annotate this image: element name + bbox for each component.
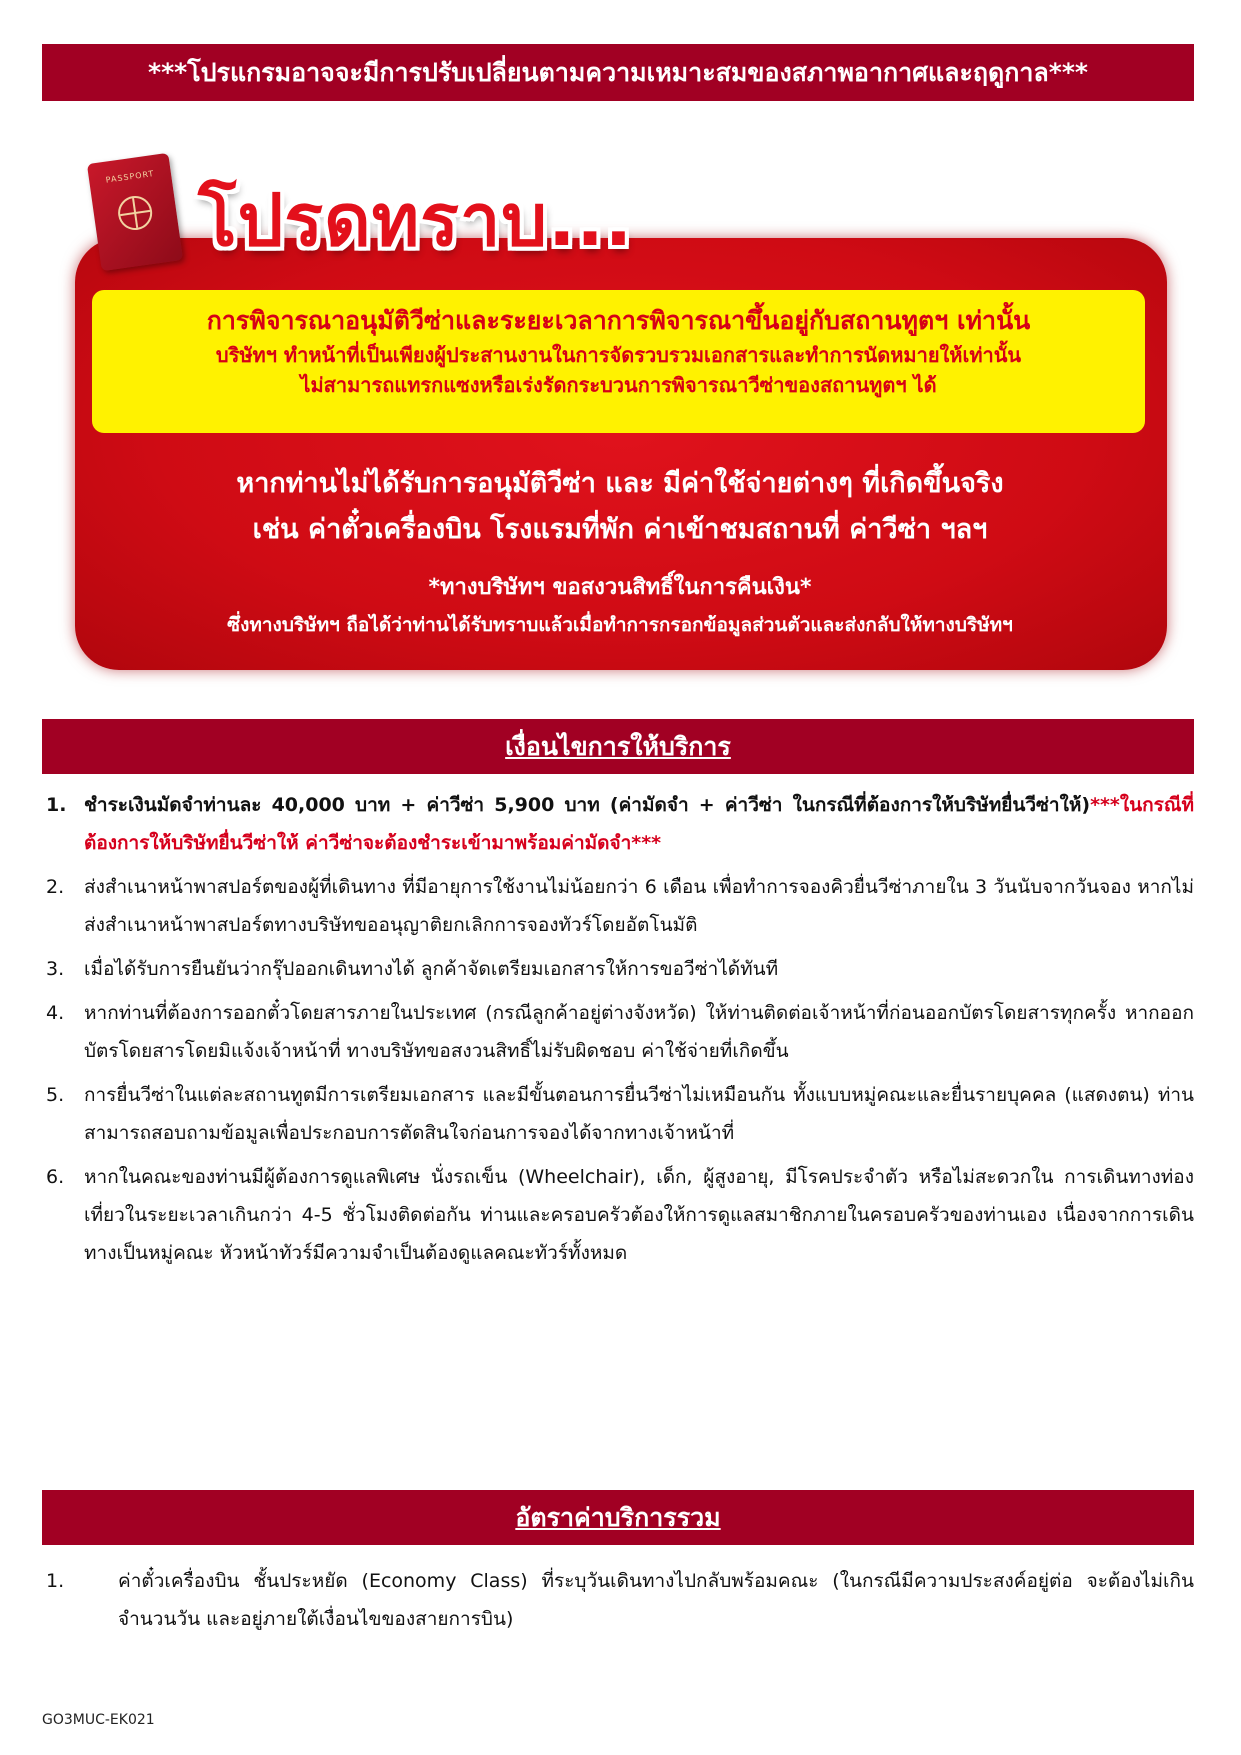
item-red-note: ***ในกรณีที่ต้องการให้บริษัทยื่นวีซ่าให้ ค่าวีซ่าจะต้องชำระเข้ามาพร้อมค่ามัดจำ*** xyxy=(84,794,1194,854)
item-text: ชำระเงินมัดจำท่านละ 40,000 บาท + ค่าวีซ่า 5,900 บาท (ค่ามัดจำ + ค่าวีซ่า ในกรณีที่ต้องการให้บริษัทยื่นวีซ่าให้) xyxy=(84,794,1091,816)
item-text: หากในคณะของท่านมีผู้ต้องการดูแลพิเศษ นั่งรถเข็น (Wheelchair), เด็ก, ผู้สูงอายุ, มีโรคประจำตัว หรือไม่สะดวกใน การเดินทางท่องเที่ยวในระยะเวลาเกินกว่า 4-5 ชั่วโมงติดต่อกัน ท่านและครอบครัวต้องให้การดูแลสมาชิกภายในครอบครัวของท่านเอง เนื่องจากการเดินทางเป็นหมู่คณะ หัวหน้าทัวร์มีความจำเป็นต้องดูแลคณะทัวร์ทั้งหมด xyxy=(84,1166,1194,1264)
notice-yellow-box xyxy=(92,290,1145,433)
notice-line-2: เช่น ค่าตั๋วเครื่องบิน โรงแรมที่พัก ค่าเข้าชมสถานที่ ค่าวีซ่า ฯลฯ xyxy=(252,514,988,545)
item-text: เมื่อได้รับการยืนยันว่ากรุ๊ปออกเดินทางได้ ลูกค้าจัดเตรียมเอกสารให้การขอวีซ่าได้ทันที xyxy=(84,958,779,980)
notice-yellow-line-3: ไม่สามารถแทรกแซงหรือเร่งรัดกระบวนการพิจารณาวีซ่าของสถานทูตฯ ได้ xyxy=(300,373,937,397)
item-number: 5. xyxy=(46,1084,65,1106)
item-number: 1. xyxy=(46,794,67,816)
visa-notice-graphic xyxy=(70,150,1170,680)
list-item xyxy=(42,1076,1194,1152)
notice-refund-line: *ทางบริษัทฯ ขอสงวนสิทธิ์ในการคืนเงิน* xyxy=(428,575,812,600)
item-number: 1. xyxy=(46,1570,65,1592)
item-text: หากท่านที่ต้องการออกตั๋วโดยสารภายในประเทศ (กรณีลูกค้าอยู่ต่างจังหวัด) ให้ท่านติดต่อเจ้าหน้าที่ก่อนออกบัตรโดยสารทุกครั้ง หากออกบัตรโดยสารโดยมิแจ้งเจ้าหน้าที่ ทางบริษัทขอสงวนสิทธิ์ไม่รับผิดชอบ ค่าใช้จ่ายที่เกิดขึ้น xyxy=(84,1002,1194,1062)
list-item xyxy=(42,868,1194,944)
notice-yellow-line-1: การพิจารณาอนุมัติวีซ่าและระยะเวลาการพิจารณาขึ้นอยู่กับสถานทูตฯ เท่านั้น xyxy=(206,306,1031,335)
globe-icon xyxy=(116,194,154,232)
notice-title: โปรดทราบ... xyxy=(198,178,634,262)
conditions-list xyxy=(42,786,1194,1278)
list-item xyxy=(42,1158,1194,1272)
item-number: 6. xyxy=(46,1166,65,1188)
list-item xyxy=(42,1562,1194,1638)
rates-list xyxy=(42,1562,1194,1644)
notice-yellow-line-2: บริษัทฯ ทำหน้าที่เป็นเพียงผู้ประสานงานในการจัดรวบรวมเอกสารและทำการนัดหมายให้เท่านั้น xyxy=(215,343,1022,367)
item-number: 4. xyxy=(46,1002,65,1024)
notice-line-4: ซึ่งทางบริษัทฯ ถือได้ว่าท่านได้รับทราบแล้วเมื่อทำการกรอกข้อมูลส่วนตัวและส่งกลับให้ทางบริษัทฯ xyxy=(227,614,1013,636)
item-text: ค่าตั๋วเครื่องบิน ชั้นประหยัด (Economy Class) ที่ระบุวันเดินทางไปกลับพร้อมคณะ (ในกรณีมีความประสงค์อยู่ต่อ จะต้องไม่เกินจำนวนวัน และอยู่ภายใต้เงื่อนไขของสายการบิน) xyxy=(118,1570,1194,1630)
item-text: การยื่นวีซ่าในแต่ละสถานทูตมีการเตรียมเอกสาร และมีขั้นตอนการยื่นวีซ่าไม่เหมือนกัน ทั้งแบบหมู่คณะและยื่นรายบุคคล (แสดงตน) ท่านสามารถสอบถามข้อมูลเพื่อประกอบการตัดสินใจก่อนการจองได้จากทางเจ้าหน้าที่ xyxy=(84,1084,1194,1144)
list-item xyxy=(42,950,1194,988)
item-number: 2. xyxy=(46,876,65,898)
program-change-banner: ***โปรแกรมอาจจะมีการปรับเปลี่ยนตามความเหมาะสมของสภาพอากาศและฤดูกาล*** xyxy=(42,44,1194,101)
passport-icon xyxy=(87,153,183,271)
passport-label: PASSPORT xyxy=(105,168,155,185)
list-item xyxy=(42,786,1194,862)
conditions-heading: เงื่อนไขการให้บริการ xyxy=(42,719,1194,774)
item-text: ส่งสำเนาหน้าพาสปอร์ตของผู้ที่เดินทาง ที่มีอายุการใช้งานไม่น้อยกว่า 6 เดือน เพื่อทำการจองคิวยื่นวีซ่าภายใน 3 วันนับจากวันจอง หากไม่ส่งสำเนาหน้าพาสปอร์ตทางบริษัทขออนุญาติยกเลิกการจองทัวร์โดยอัตโนมัติ xyxy=(84,876,1194,936)
notice-line-1: หากท่านไม่ได้รับการอนุมัติวีซ่า และ มีค่าใช้จ่ายต่างๆ ที่เกิดขึ้นจริง xyxy=(236,468,1004,499)
list-item xyxy=(42,994,1194,1070)
document-code: GO3MUC-EK021 xyxy=(42,1712,155,1728)
rates-heading: อัตราค่าบริการรวม xyxy=(42,1490,1194,1545)
item-number: 3. xyxy=(46,958,65,980)
